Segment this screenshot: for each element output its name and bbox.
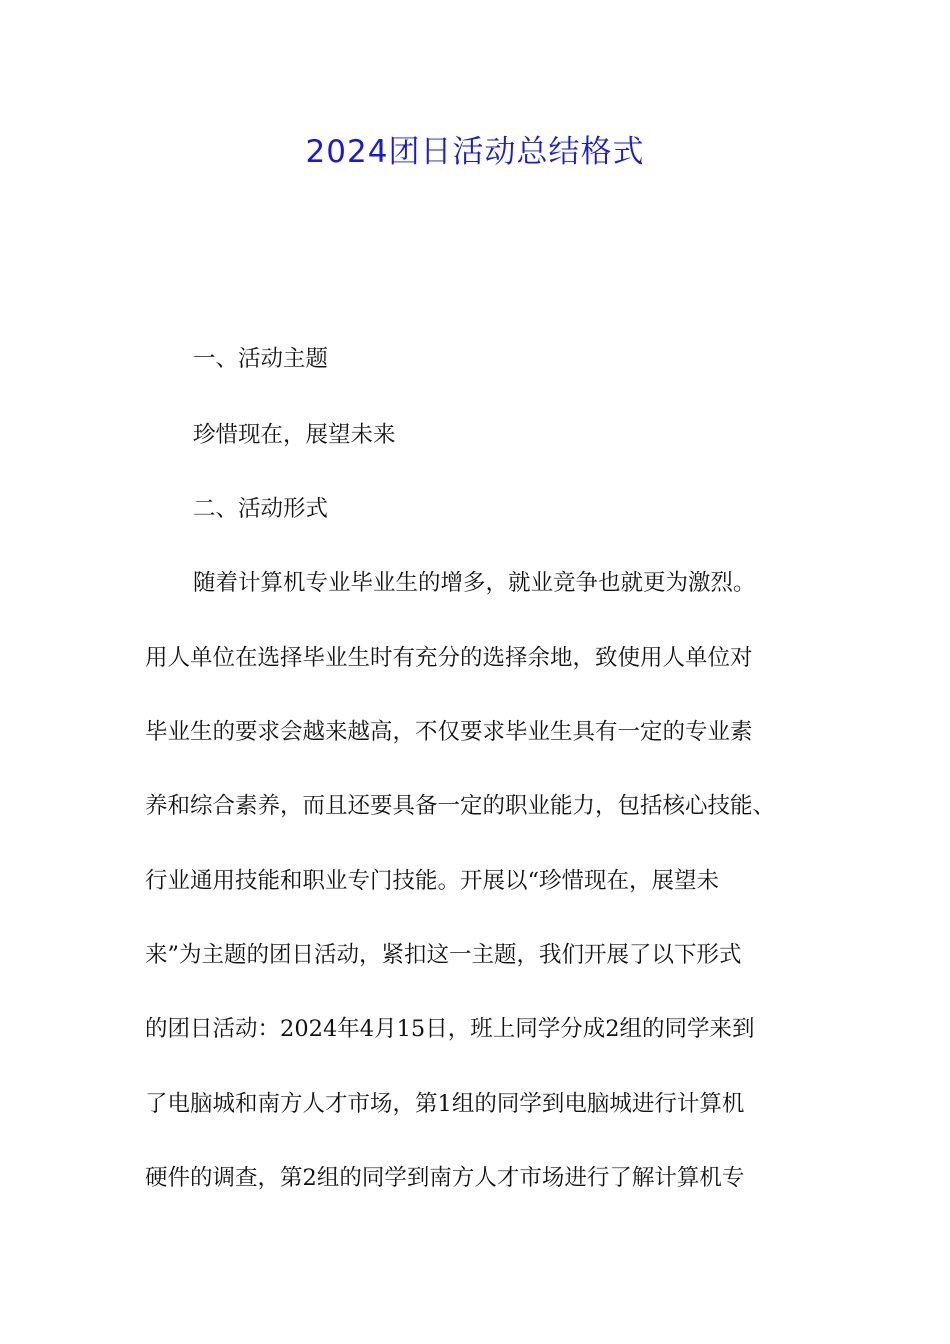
document-title: 2024团日活动总结格式 <box>305 134 645 170</box>
section-heading-topic: 一、活动主题 <box>193 346 329 372</box>
paragraph-line: 硬件的调查，第2组的同学到南方人才市场进行了解计算机专 <box>145 1165 745 1191</box>
paragraph-line: 了电脑城和南方人才市场，第1组的同学到电脑城进行计算机 <box>145 1091 745 1117</box>
section-heading-format: 二、活动形式 <box>193 496 329 522</box>
paragraph-line: 随着计算机专业毕业生的增多，就业竞争也就更为激烈。 <box>193 570 756 596</box>
topic-text: 珍惜现在，展望未来 <box>193 422 396 448</box>
paragraph-line: 养和综合素养，而且还要具备一定的职业能力，包括核心技能、 <box>145 793 776 819</box>
paragraph-line: 毕业生的要求会越来越高，不仅要求毕业生具有一定的专业素 <box>145 719 753 745</box>
paragraph-line: 来”为主题的团日活动，紧扣这一主题，我们开展了以下形式 <box>145 942 742 968</box>
paragraph-line: 用人单位在选择毕业生时有充分的选择余地，致使用人单位对 <box>145 645 753 671</box>
paragraph-line: 行业通用技能和职业专门技能。开展以“珍惜现在，展望未 <box>145 868 720 894</box>
paragraph-line: 的团日活动：2024年4月15日，班上同学分成2组的同学来到 <box>145 1016 755 1042</box>
